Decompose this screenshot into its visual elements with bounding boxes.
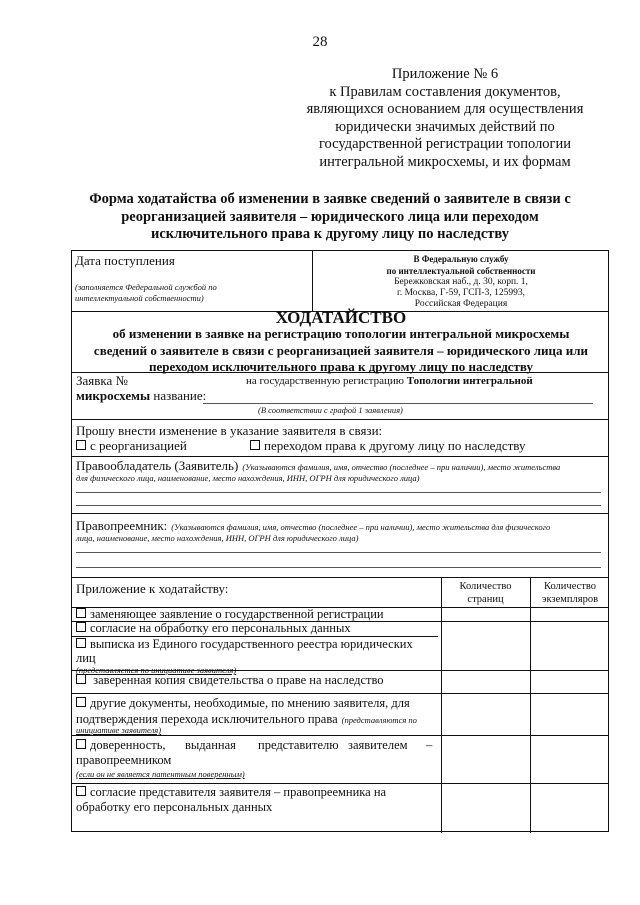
successor-label: Правопреемник: bbox=[76, 518, 168, 533]
form-title bbox=[60, 191, 600, 244]
option-inheritance[interactable] bbox=[250, 438, 525, 454]
form-title-line: исключительного права к другому лицу по наследству bbox=[150, 226, 509, 242]
form-title-line: реорганизацией заявителя – юридического лица или переходом bbox=[121, 208, 539, 225]
application-line1-bold: Топологии интегральной bbox=[406, 375, 533, 387]
request-text: Прошу внести изменение в указание заявителя в связи: bbox=[76, 423, 383, 438]
option-label: переходом права к другому лицу по наследству bbox=[264, 438, 526, 453]
attachment-note: (представляются по bbox=[341, 715, 417, 725]
checkbox[interactable] bbox=[250, 440, 260, 450]
divider bbox=[72, 783, 608, 784]
appendix-line: интегральной микросхемы, и их формам bbox=[319, 153, 571, 170]
attachments-header: Приложение к ходатайству: bbox=[76, 581, 229, 596]
successor-note: лица, наименование, место нахождения, ИНН, ОГРН для юридического лица) bbox=[76, 533, 359, 543]
attachment-item-rep-consent[interactable] bbox=[76, 785, 386, 800]
option-label: с реорганизацией bbox=[90, 438, 187, 453]
attachment-item-consent[interactable] bbox=[76, 621, 351, 636]
appendix-line: Приложение № 6 bbox=[391, 66, 499, 82]
addressee-line: Бережковская наб., д. 30, корп. 1, bbox=[394, 277, 528, 287]
divider bbox=[72, 577, 608, 578]
option-reorganization[interactable] bbox=[76, 438, 187, 454]
receipt-label: Дата поступления bbox=[75, 253, 175, 268]
addressee-line: В Федеральную службу bbox=[413, 254, 509, 264]
petition-subtitle: сведений о заявителе в связи с реорганизацией заявителя – юридического лица или bbox=[93, 343, 589, 358]
holder-field-line[interactable] bbox=[76, 492, 601, 493]
col-copies-header: Количество bbox=[543, 581, 597, 592]
attachment-note: инициативе заявителя) bbox=[76, 725, 162, 735]
attachment-item-extract[interactable] bbox=[76, 637, 413, 652]
successor-field-line[interactable] bbox=[76, 552, 601, 553]
divider bbox=[72, 735, 608, 736]
attachment-item-certificate[interactable] bbox=[76, 673, 384, 688]
addressee-line: Российская Федерация bbox=[414, 299, 508, 309]
attachment-label: заверенная копия свидетельства о праве на наследство bbox=[90, 673, 384, 687]
appendix-line: юридически значимых действий по bbox=[335, 118, 555, 135]
addressee-line: г. Москва, Г-59, ГСП-3, 125993, bbox=[397, 288, 525, 298]
divider bbox=[441, 577, 442, 833]
application-line2-bold: микросхемы bbox=[76, 388, 151, 403]
attachment-label: согласие представителя заявителя – правопреемника на bbox=[90, 785, 387, 799]
appendix-line: к Правилам составления документов, bbox=[329, 83, 561, 100]
attachment-label-word: выданная bbox=[185, 738, 236, 752]
attachment-note: (если он не является патентным поверенным) bbox=[76, 769, 245, 779]
title-field-line[interactable] bbox=[203, 403, 593, 404]
appendix-header bbox=[270, 66, 620, 171]
holder-label: Правообладатель (Заявитель) bbox=[76, 458, 239, 473]
checkbox[interactable] bbox=[76, 622, 86, 632]
successor-note: (Указываются фамилия, имя, отчество (последнее – при наличии), место жительства для физического bbox=[171, 522, 551, 532]
petition-heading: ХОДАТАЙСТВО bbox=[275, 308, 407, 327]
application-line2-text: название: bbox=[153, 388, 207, 403]
attachment-label: доверенность, bbox=[90, 738, 166, 752]
attachment-label-cont: обработку его персональных данных bbox=[76, 800, 273, 814]
application-line1-text: на государственную регистрацию bbox=[246, 375, 404, 387]
receipt-note: интеллектуальной собственности) bbox=[75, 293, 204, 303]
successor-field-line[interactable] bbox=[76, 567, 601, 568]
divider bbox=[72, 513, 608, 514]
application-line2 bbox=[76, 388, 206, 404]
application-note: (В соответствии с графой 1 заявления) bbox=[258, 405, 403, 415]
form-title-line: Форма ходатайства об изменении в заявке сведений о заявителе в связи с bbox=[89, 191, 571, 207]
attachment-label-word: заявителем bbox=[348, 738, 408, 752]
checkbox[interactable] bbox=[76, 697, 86, 707]
col-copies-header: экземпляров bbox=[541, 594, 599, 605]
attachment-label: заменяющее заявление о государственной регистрации bbox=[90, 607, 384, 621]
form-frame bbox=[71, 250, 609, 832]
attachment-label: выписка из Единого государственного реестра юридических bbox=[90, 637, 413, 651]
checkbox[interactable] bbox=[76, 638, 86, 648]
petition-subtitle: переходом исключительного права к другому лицу по наследству bbox=[148, 359, 534, 374]
col-pages-header: Количество bbox=[459, 581, 512, 592]
divider bbox=[72, 419, 608, 420]
appendix-line: государственной регистрации топологии bbox=[318, 136, 572, 152]
appendix-line: являющихся основанием для осуществления bbox=[306, 101, 584, 117]
holder-field-line[interactable] bbox=[76, 505, 601, 506]
attachment-label: согласие на обработку его персональных данных bbox=[90, 621, 351, 635]
holder-note: для физического лица, наименование, место нахождения, ИНН, ОГРН для юридического лица) bbox=[76, 473, 420, 483]
page-number: 28 bbox=[312, 34, 328, 50]
checkbox[interactable] bbox=[76, 440, 86, 450]
application-number-label: Заявка № bbox=[76, 373, 128, 388]
addressee-line: по интеллектуальной собственности bbox=[386, 266, 536, 276]
receipt-note: (заполняется Федеральной службой по bbox=[75, 282, 217, 292]
attachment-label-cont: правопреемником bbox=[76, 753, 172, 767]
attachment-label-cont: лиц bbox=[76, 651, 96, 665]
divider bbox=[72, 693, 608, 694]
attachment-note: (представляется по инициативе заявителя) bbox=[76, 665, 237, 675]
attachment-item-other-docs[interactable] bbox=[76, 696, 410, 711]
col-pages-header: страниц bbox=[467, 594, 504, 605]
attachment-label-word: представителю bbox=[258, 738, 339, 752]
checkbox[interactable] bbox=[76, 786, 86, 796]
attachment-label-word: – bbox=[426, 738, 433, 752]
attachment-item-replacement[interactable] bbox=[76, 607, 384, 622]
divider bbox=[530, 577, 531, 833]
checkbox[interactable] bbox=[76, 674, 86, 684]
checkbox[interactable] bbox=[76, 739, 86, 749]
holder-note: (Указываются фамилия, имя, отчество (последнее – при наличии), место жительства bbox=[242, 462, 561, 472]
petition-subtitle: об изменении в заявке на регистрацию топологии интегральной микросхемы bbox=[112, 326, 570, 341]
checkbox[interactable] bbox=[76, 608, 86, 618]
attachment-label-text: подтверждения перехода исключительного права bbox=[76, 712, 338, 726]
attachment-label: другие документы, необходимые, по мнению заявителя, для bbox=[90, 696, 410, 710]
application-line1 bbox=[246, 375, 533, 387]
